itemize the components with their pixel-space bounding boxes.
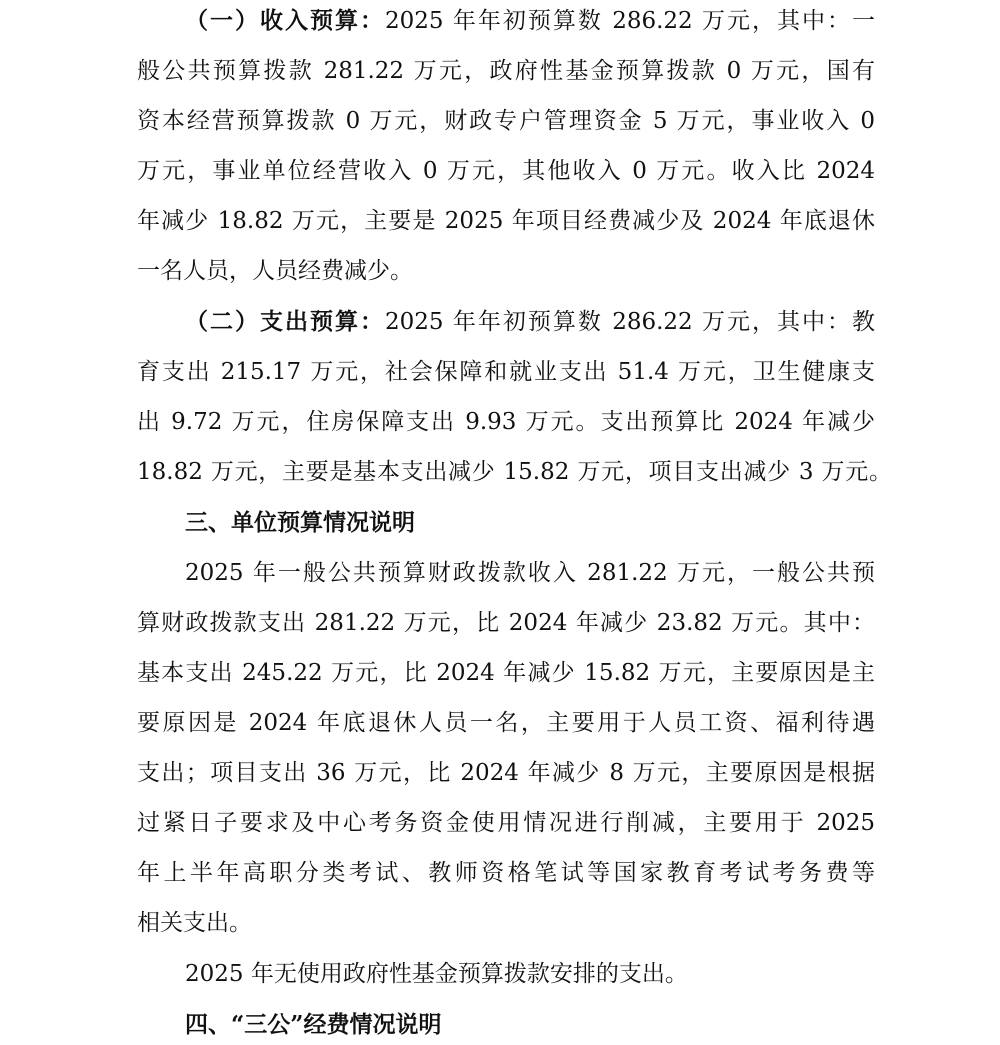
expense-text-1: 2025 年年初预算数 286.22 万元，其中：教 bbox=[385, 309, 876, 335]
expense-paragraph-line-4: 18.82 万元，主要是基本支出减少 15.82 万元，项目支出减少 3 万元。 bbox=[137, 459, 892, 485]
section-4-heading: 四、“三公”经费情况说明 bbox=[185, 1011, 442, 1038]
income-paragraph-line-5: 年减少 18.82 万元，主要是 2025 年项目经费减少及 2024 年底退休 bbox=[137, 208, 875, 234]
section-3-paragraph-line-1: 2025 年一般公共预算财政拨款收入 281.22 万元，一般公共预 bbox=[185, 560, 875, 586]
income-paragraph-line-2: 般公共预算拨款 281.22 万元，政府性基金预算拨款 0 万元，国有 bbox=[137, 58, 875, 84]
section-3-paragraph-line-3: 基本支出 245.22 万元，比 2024 年减少 15.82 万元，主要原因是主 bbox=[137, 660, 875, 686]
section-3-paragraph-line-7: 年上半年高职分类考试、教师资格笔试等国家教育考试考务费等 bbox=[137, 860, 875, 886]
section-3-heading: 三、单位预算情况说明 bbox=[185, 509, 415, 536]
expense-paragraph-line-2: 育支出 215.17 万元，社会保障和就业支出 51.4 万元，卫生健康支 bbox=[137, 359, 875, 385]
section-3-paragraph-line-2: 算财政拨款支出 281.22 万元，比 2024 年减少 23.82 万元。其中： bbox=[137, 610, 875, 636]
section-3-paragraph-line-5: 支出；项目支出 36 万元，比 2024 年减少 8 万元，主要原因是根据 bbox=[137, 760, 875, 786]
income-paragraph-line-6: 一名人员，人员经费减少。 bbox=[137, 258, 413, 284]
section-3-paragraph-line-6: 过紧日子要求及中心考务资金使用情况进行削减，主要用于 2025 bbox=[137, 810, 875, 836]
section-3-paragraph-line-8: 相关支出。 bbox=[137, 910, 252, 936]
expense-label: （二）支出预算： bbox=[185, 308, 386, 335]
section-3-paragraph-2: 2025 年无使用政府性基金预算拨款安排的支出。 bbox=[185, 961, 688, 987]
income-paragraph-line-4: 万元，事业单位经营收入 0 万元，其他收入 0 万元。收入比 2024 bbox=[137, 158, 875, 184]
income-label: （一）收入预算： bbox=[185, 7, 386, 34]
expense-paragraph-line-3: 出 9.72 万元，住房保障支出 9.93 万元。支出预算比 2024 年减少 bbox=[137, 409, 875, 435]
income-paragraph-line-3: 资本经营预算拨款 0 万元，财政专户管理资金 5 万元，事业收入 0 bbox=[137, 108, 875, 134]
expense-paragraph-line-1 bbox=[185, 302, 875, 342]
section-3-paragraph-line-4: 要原因是 2024 年底退休人员一名，主要用于人员工资、福利待遇 bbox=[137, 710, 875, 736]
income-text-1: 2025 年年初预算数 286.22 万元，其中：一 bbox=[385, 8, 876, 34]
income-paragraph-line-1 bbox=[185, 1, 875, 41]
